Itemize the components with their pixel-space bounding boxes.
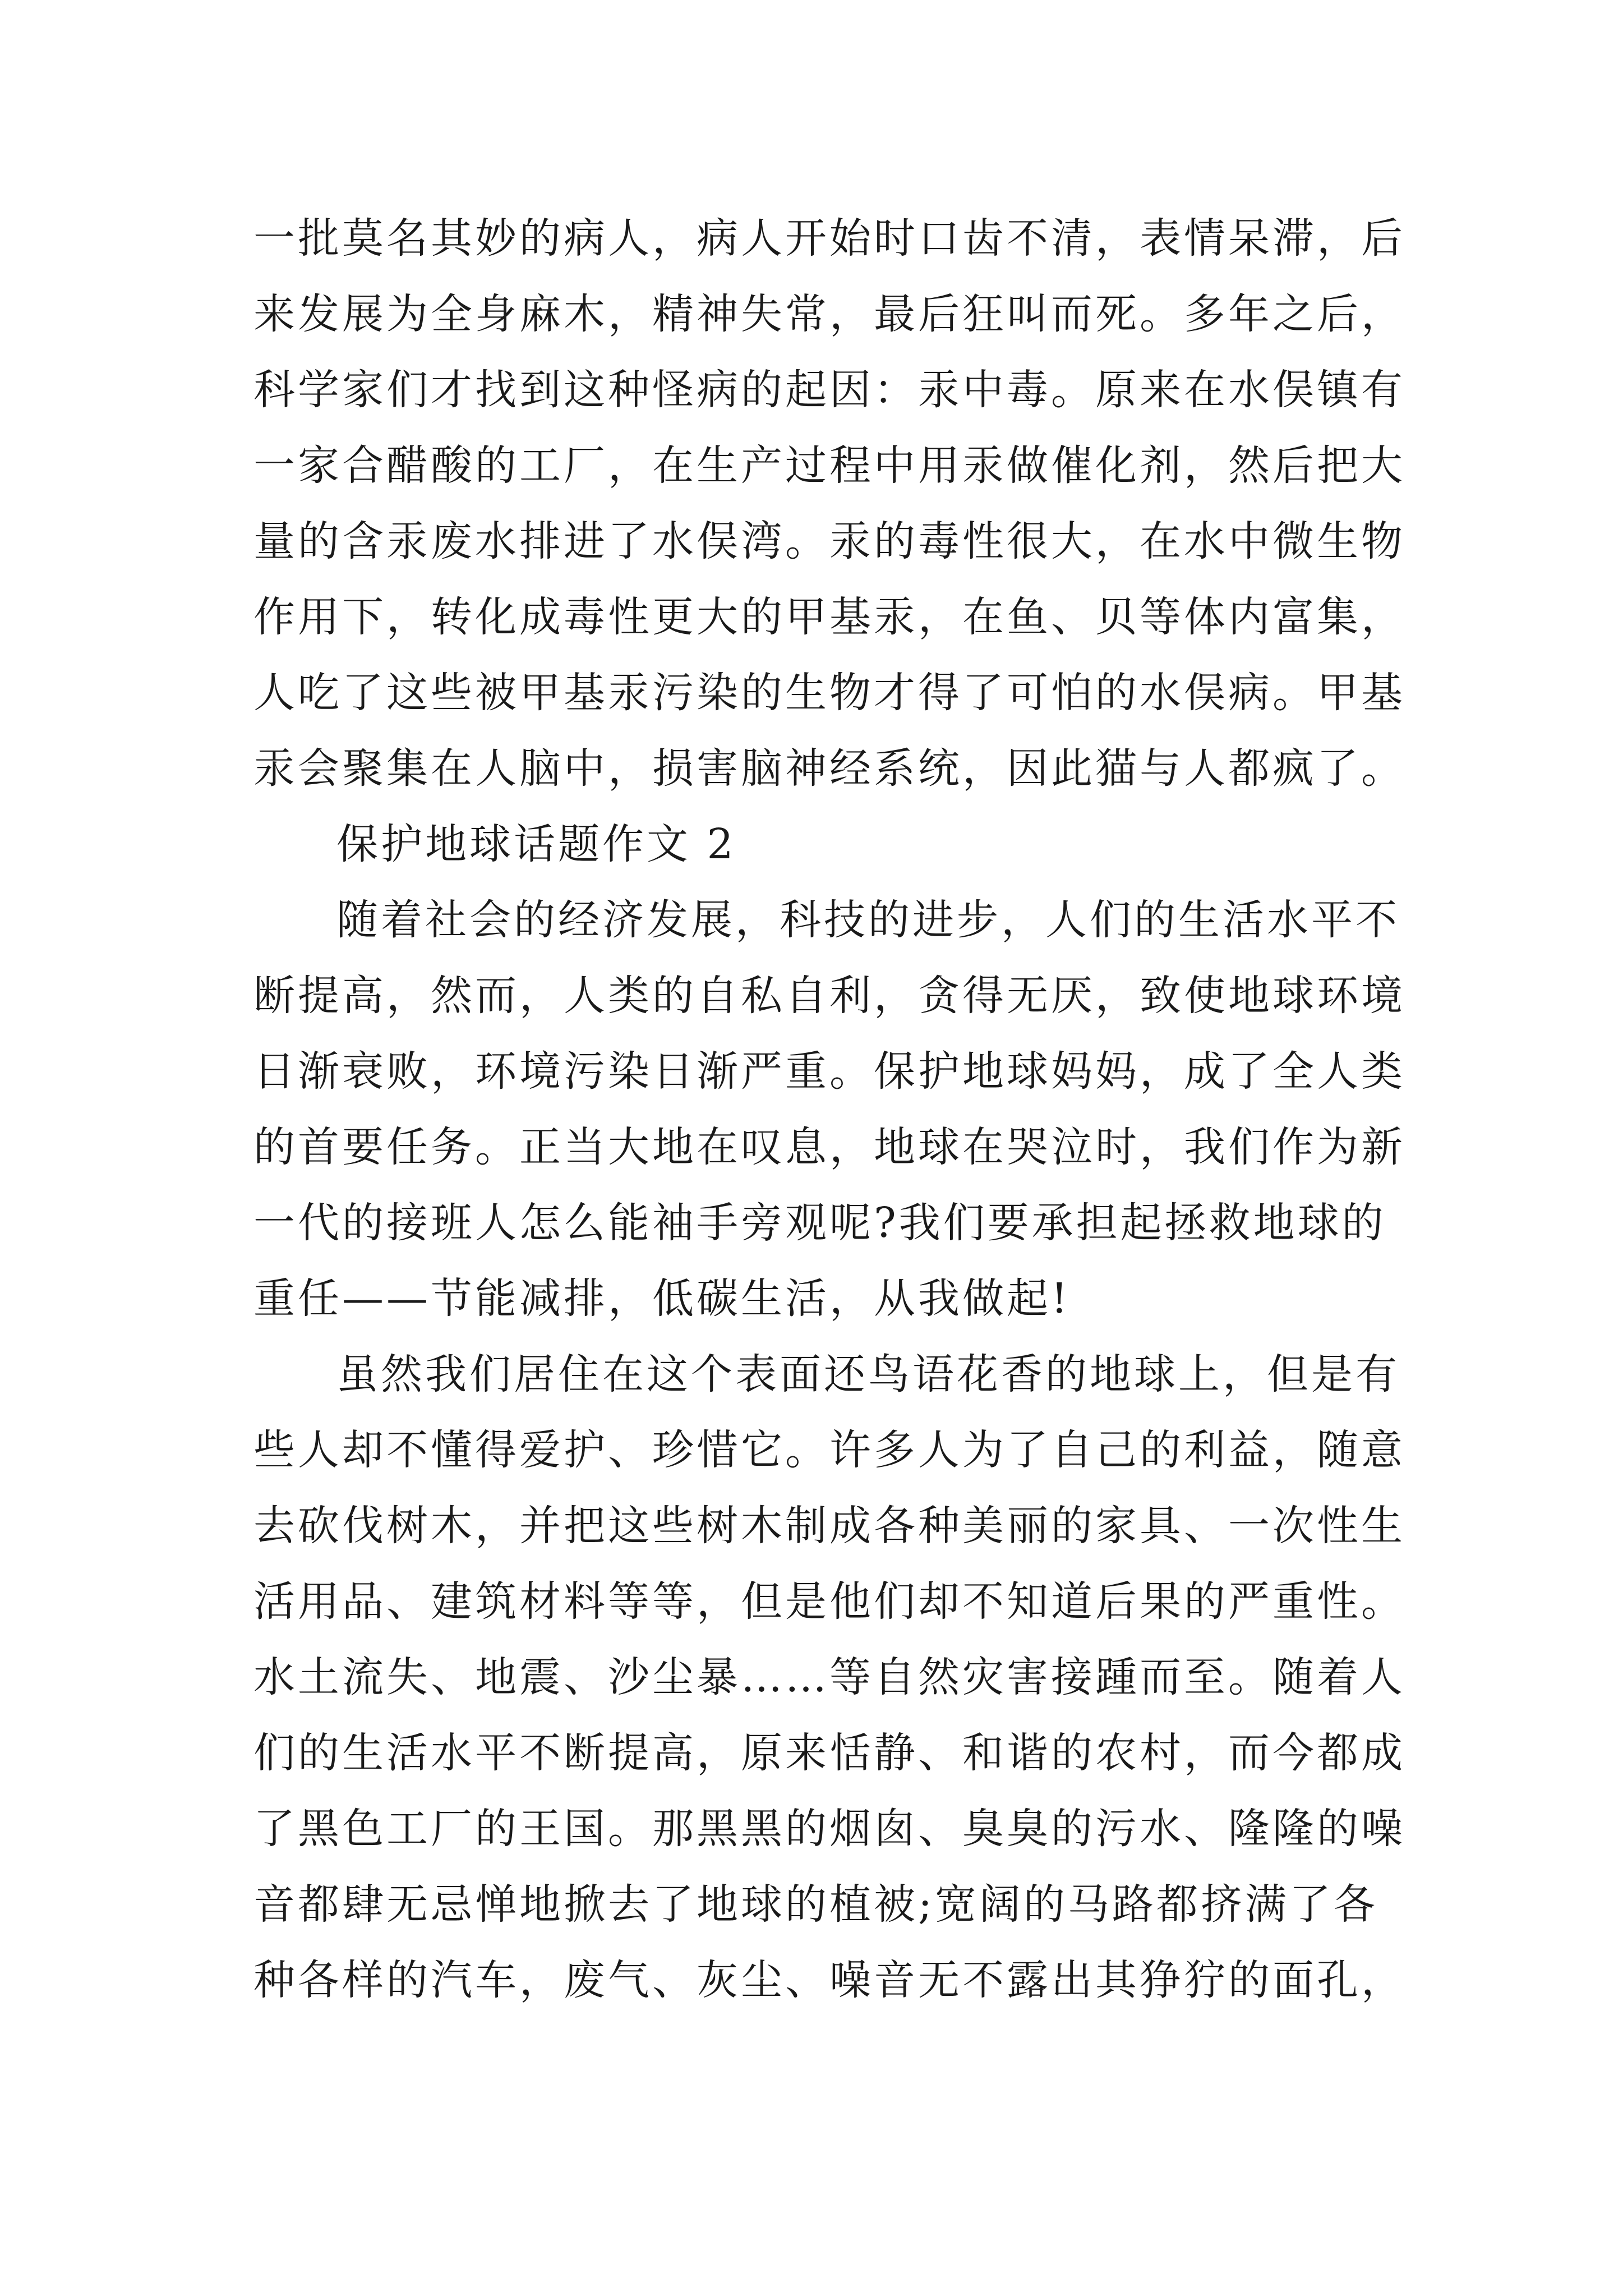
text-line: 汞会聚集在人脑中，损害脑神经系统，因此猫与人都疯了。 [253, 744, 1405, 793]
text-line: 种各样的汽车，废气、灰尘、噪音无不露出其狰狞的面孔， [253, 1956, 1405, 2004]
text-line: 科学家们才找到这种怪病的起因：汞中毒。原来在水俣镇有 [253, 366, 1405, 414]
text-line: 们的生活水平不断提高，原来恬静、和谐的农村，而今都成 [253, 1729, 1405, 1777]
text-line: 去砍伐树木，并把这些树木制成各种美丽的家具、一次性生 [253, 1502, 1405, 1550]
text-line: 的首要任务。正当大地在叹息，地球在哭泣时，我们作为新 [253, 1123, 1405, 1171]
text-line: 了黑色工厂的王国。那黑黑的烟囱、臭臭的污水、隆隆的噪 [253, 1805, 1405, 1853]
text-line: 断提高，然而，人类的自私自利，贪得无厌，致使地球环境 [253, 972, 1405, 1020]
text-line: 些人却不懂得爱护、珍惜它。许多人为了自己的利益，随意 [253, 1426, 1405, 1474]
text-line: 活用品、建筑材料等等，但是他们却不知道后果的严重性。 [253, 1577, 1405, 1626]
text-line: 人吃了这些被甲基汞污染的生物才得了可怕的水俣病。甲基 [253, 669, 1405, 717]
text-line: 随着社会的经济发展，科技的进步，人们的生活水平不 [336, 896, 1400, 944]
text-line: 水土流失、地震、沙尘暴……等自然灾害接踵而至。随着人 [253, 1653, 1405, 1701]
section-heading: 保护地球话题作文 2 [336, 820, 736, 868]
text-line: 日渐衰败，环境污染日渐严重。保护地球妈妈，成了全人类 [253, 1047, 1405, 1096]
text-line: 一批莫名其妙的病人，病人开始时口齿不清，表情呆滞，后 [253, 214, 1405, 263]
text-line: 重任——节能减排，低碳生活，从我做起! [253, 1274, 1071, 1323]
text-line: 一代的接班人怎么能袖手旁观呢?我们要承担起拯救地球的 [253, 1199, 1386, 1247]
text-line: 来发展为全身麻木，精神失常，最后狂叫而死。多年之后， [253, 290, 1405, 338]
text-line: 虽然我们居住在这个表面还鸟语花香的地球上，但是有 [336, 1350, 1400, 1398]
text-line: 量的含汞废水排进了水俣湾。汞的毒性很大，在水中微生物 [253, 517, 1405, 565]
text-line: 一家合醋酸的工厂，在生产过程中用汞做催化剂，然后把大 [253, 441, 1405, 490]
text-line: 音都肆无忌惮地掀去了地球的植被;宽阔的马路都挤满了各 [253, 1880, 1378, 1929]
text-line: 作用下，转化成毒性更大的甲基汞，在鱼、贝等体内富集， [253, 593, 1405, 641]
